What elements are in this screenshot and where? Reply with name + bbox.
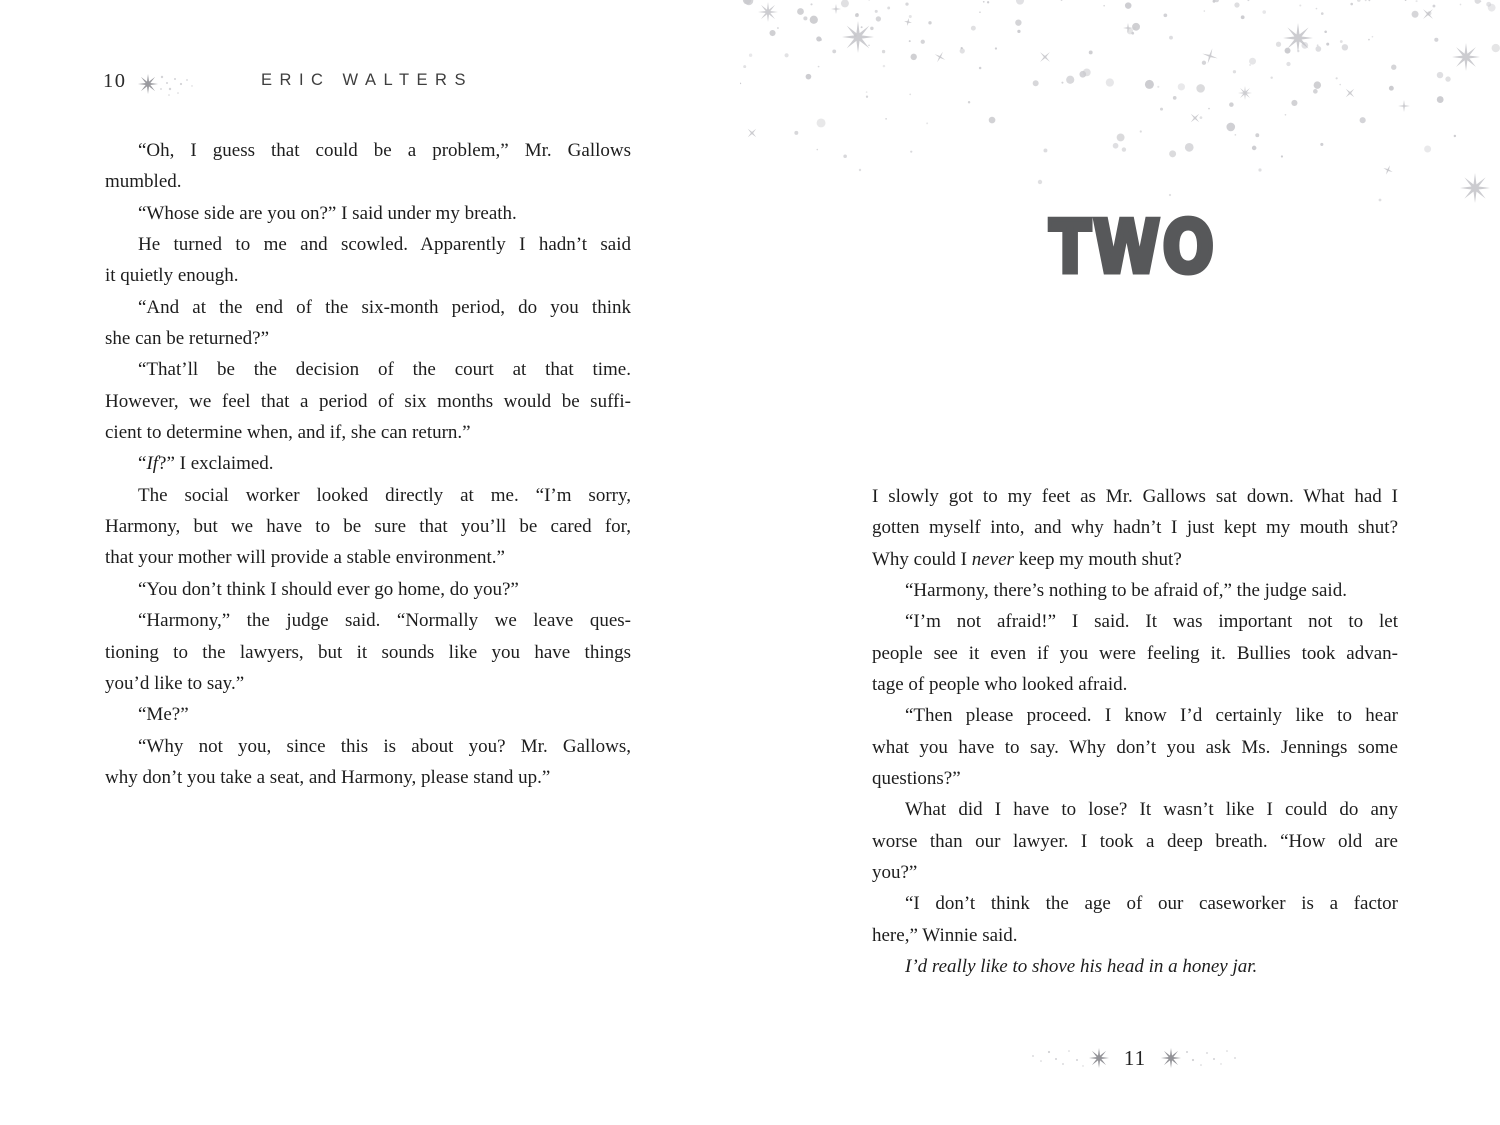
text-line <box>872 768 1398 799</box>
text-segment: What did I have to lose? It wasn’t like I could do any <box>905 799 1398 821</box>
text-line <box>105 547 631 578</box>
running-header: ERIC WALTERS <box>261 71 473 89</box>
text-segment: “Me?” <box>138 704 189 726</box>
text-segment: Why could I <box>872 548 972 570</box>
text-line <box>105 265 631 296</box>
text-line <box>105 391 631 422</box>
text-segment: “I’m not afraid!” I said. It was important not to let <box>905 611 1398 633</box>
text-line <box>105 767 631 798</box>
page-left-body-text <box>105 140 631 798</box>
text-line <box>105 297 631 328</box>
text-segment: “And at the end of the six-month period, do you think <box>138 296 631 318</box>
text-segment: “Whose side are you on?” I said under my breath. <box>138 202 517 224</box>
page-right-body-text <box>872 486 1398 988</box>
text-line <box>872 549 1398 580</box>
text-line <box>872 705 1398 736</box>
text-segment: people see it even if you were feeling it. Bullies took advan- <box>872 642 1398 664</box>
text-line <box>105 736 631 767</box>
text-segment: The social worker looked directly at me. “I’m sorry, <box>138 484 631 506</box>
text-segment: you?” <box>872 862 918 884</box>
page-right-footer <box>872 1040 1398 1076</box>
text-segment: you’d like to say.” <box>105 672 245 694</box>
page-number: 10 <box>103 70 127 92</box>
text-segment: keep my mouth shut? <box>1013 548 1182 570</box>
text-segment: “Oh, I guess that could be a problem,” Mr. Gallows <box>138 140 631 161</box>
text-segment: “Why not you, since this is about you? Mr. Gallows, <box>138 735 631 757</box>
text-line <box>872 737 1398 768</box>
text-line <box>872 893 1398 924</box>
text-line <box>105 610 631 641</box>
text-line <box>105 234 631 265</box>
text-line <box>872 674 1398 705</box>
chapter-title: TWO <box>1049 205 1217 289</box>
text-segment: mumbled. <box>105 171 182 193</box>
text-line <box>872 799 1398 830</box>
page-number: 11 <box>1123 1045 1147 1070</box>
text-segment: she can be returned?” <box>105 328 270 350</box>
text-segment: “Then please proceed. I know I’d certainly like to hear <box>905 705 1398 727</box>
text-line <box>105 328 631 359</box>
text-segment: I’d really like to shove his head in a honey jar. <box>905 956 1258 978</box>
text-segment: questions?” <box>872 768 961 790</box>
text-segment: “ <box>138 453 147 475</box>
text-line <box>105 422 631 453</box>
text-line <box>872 517 1398 548</box>
text-line <box>872 643 1398 674</box>
text-line <box>872 580 1398 611</box>
text-segment: Harmony, but we have to be sure that you’ll be cared for, <box>105 516 631 538</box>
text-line <box>872 956 1398 987</box>
text-segment: However, we feel that a period of six months would be suffi- <box>105 390 631 412</box>
text-line <box>872 862 1398 893</box>
text-segment: gotten myself into, and why hadn’t I just kept my mouth shut? <box>872 517 1398 539</box>
text-line <box>105 673 631 704</box>
text-segment: ?” I exclaimed. <box>158 453 274 475</box>
text-segment: He turned to me and scowled. Apparently I hadn’t said <box>138 234 631 256</box>
text-segment: I slowly got to my feet as Mr. Gallows sat down. What had I <box>872 486 1398 507</box>
text-line <box>872 831 1398 862</box>
sparkle-field <box>740 0 1500 225</box>
text-segment: that your mother will provide a stable environment.” <box>105 547 505 569</box>
sparkle-star-icon <box>1025 1040 1111 1076</box>
text-line <box>105 704 631 735</box>
text-segment: it quietly enough. <box>105 265 239 287</box>
text-segment: “You don’t think I should ever go home, do you?” <box>138 578 519 600</box>
text-line <box>105 579 631 610</box>
text-segment: what you have to say. Why don’t you ask Ms. Jennings some <box>872 736 1398 758</box>
text-line <box>105 453 631 484</box>
text-segment: cient to determine when, and if, she can return.” <box>105 422 471 444</box>
sparkle-star-icon <box>1159 1040 1245 1076</box>
text-line <box>872 486 1398 517</box>
page-left-header <box>103 68 631 100</box>
text-segment: “That’ll be the decision of the court at that time. <box>138 359 631 381</box>
text-line <box>105 140 631 171</box>
text-segment: tioning to the lawyers, but it sounds like you have things <box>105 641 631 663</box>
text-line <box>105 203 631 234</box>
text-segment: If <box>146 453 159 475</box>
text-line <box>105 516 631 547</box>
text-segment: worse than our lawyer. I took a deep breath. “How old are <box>872 830 1398 852</box>
text-line <box>872 925 1398 956</box>
text-line <box>105 171 631 202</box>
text-segment: “Harmony,” the judge said. “Normally we leave ques- <box>138 610 631 632</box>
text-segment: tage of people who looked afraid. <box>872 674 1128 696</box>
text-line <box>872 611 1398 642</box>
text-segment: here,” Winnie said. <box>872 924 1018 946</box>
text-segment: never <box>971 548 1014 570</box>
text-segment: “I don’t think the age of our caseworker is a factor <box>905 893 1398 915</box>
text-line <box>105 359 631 390</box>
text-line <box>105 485 631 516</box>
text-line <box>105 642 631 673</box>
text-segment: why don’t you take a seat, and Harmony, please stand up.” <box>105 766 551 788</box>
text-segment: “Harmony, there’s nothing to be afraid of,” the judge said. <box>905 580 1347 602</box>
